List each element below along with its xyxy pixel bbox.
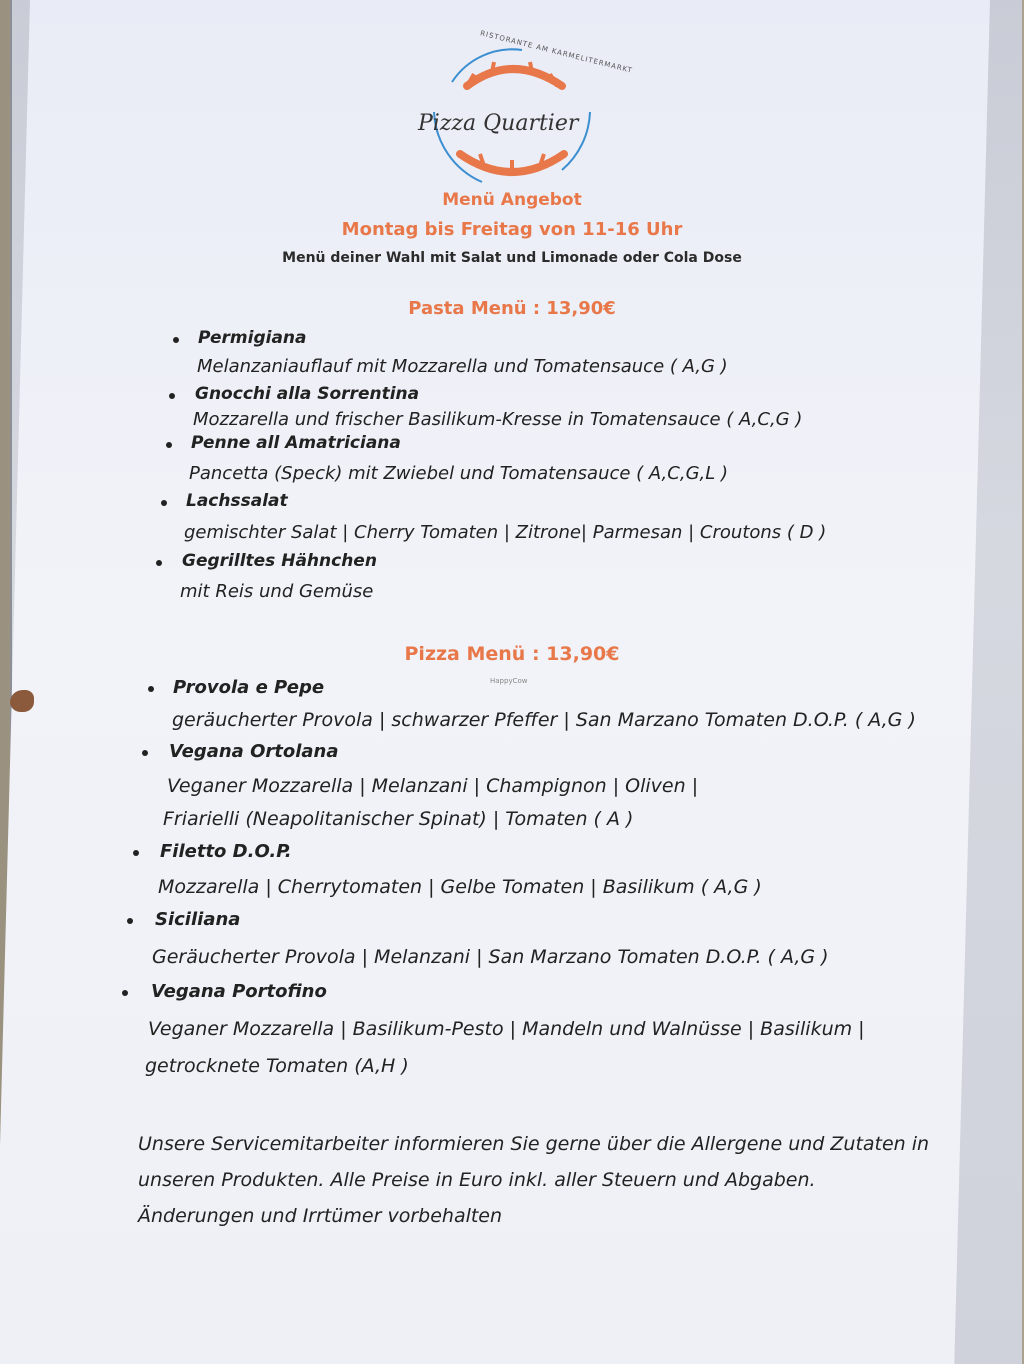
item-desc: geräucherter Provola | schwarzer Pfeffer | San Marzano Tomaten D.O.P. ( A,G ) — [172, 709, 916, 731]
bullet — [173, 337, 179, 343]
bullet — [142, 750, 148, 756]
item-name: Penne all Amatriciana — [191, 433, 401, 453]
bullet — [156, 560, 162, 566]
menu-days: Montag bis Freitag von 11-16 Uhr — [341, 219, 683, 240]
bullet — [127, 918, 133, 924]
item-desc: mit Reis und Gemüse — [180, 581, 374, 602]
item-desc: getrocknete Tomaten (A,H ) — [145, 1055, 409, 1077]
bullet — [161, 500, 167, 506]
footer-line: Änderungen und Irrtümer vorbehalten — [138, 1205, 503, 1227]
bullet — [169, 393, 175, 399]
footer-note — [138, 1126, 958, 1234]
logo-text: Pizza Quartier — [418, 111, 579, 136]
footer-line: Unsere Servicemitarbeiter informieren Sie gerne über die Allergene und Zutaten in — [138, 1133, 930, 1155]
watermark: HappyCow — [490, 677, 528, 685]
bullet — [133, 850, 139, 856]
item-desc: Geräucherter Provola | Melanzani | San Marzano Tomaten D.O.P. ( A,G ) — [152, 946, 829, 968]
pizza-heading: Pizza Menü : 13,90€ — [404, 643, 620, 665]
item-desc: Veganer Mozzarella | Melanzani | Champignon | Oliven | — [167, 775, 699, 797]
logo-arc-text: RISTORANTE AM KARMELITERMARKT — [479, 29, 634, 75]
item-desc: Veganer Mozzarella | Basilikum-Pesto | Mandeln und Walnüsse | Basilikum | — [148, 1018, 865, 1040]
item-name: Gnocchi alla Sorrentina — [195, 384, 420, 404]
item-desc: Melanzaniauflauf mit Mozzarella und Tomatensauce ( A,G ) — [197, 356, 728, 377]
item-name: Filetto D.O.P. — [160, 841, 292, 862]
item-name: Gegrilltes Hähnchen — [182, 551, 377, 571]
item-name: Siciliana — [155, 909, 241, 930]
pasta-heading: Pasta Menü : 13,90€ — [408, 298, 616, 319]
footer-line: unseren Produkten. Alle Preise in Euro inkl. aller Steuern und Abgaben. — [138, 1169, 816, 1191]
pizza-quartier-logo — [412, 42, 612, 192]
item-desc: gemischter Salat | Cherry Tomaten | Zitrone| Parmesan | Croutons ( D ) — [184, 522, 827, 543]
item-desc: Mozzarella | Cherrytomaten | Gelbe Tomaten | Basilikum ( A,G ) — [158, 876, 762, 898]
item-name: Vegana Portofino — [151, 981, 327, 1002]
menu-subtitle: Menü deiner Wahl mit Salat und Limonade oder Cola Dose — [282, 250, 742, 266]
item-name: Lachssalat — [186, 491, 288, 511]
menu-title: Menü Angebot — [442, 190, 582, 210]
item-name: Provola e Pepe — [173, 677, 325, 698]
bullet — [166, 442, 172, 448]
item-desc: Pancetta (Speck) mit Zwiebel und Tomatensauce ( A,C,G,L ) — [189, 463, 729, 484]
item-name: Permigiana — [198, 328, 307, 348]
bullet — [122, 990, 128, 996]
item-desc: Mozzarella und frischer Basilikum-Kresse in Tomatensauce ( A,C,G ) — [193, 409, 803, 430]
bullet — [148, 686, 154, 692]
item-name: Vegana Ortolana — [169, 741, 339, 762]
item-desc: Friarielli (Neapolitanischer Spinat) | Tomaten ( A ) — [163, 808, 634, 830]
